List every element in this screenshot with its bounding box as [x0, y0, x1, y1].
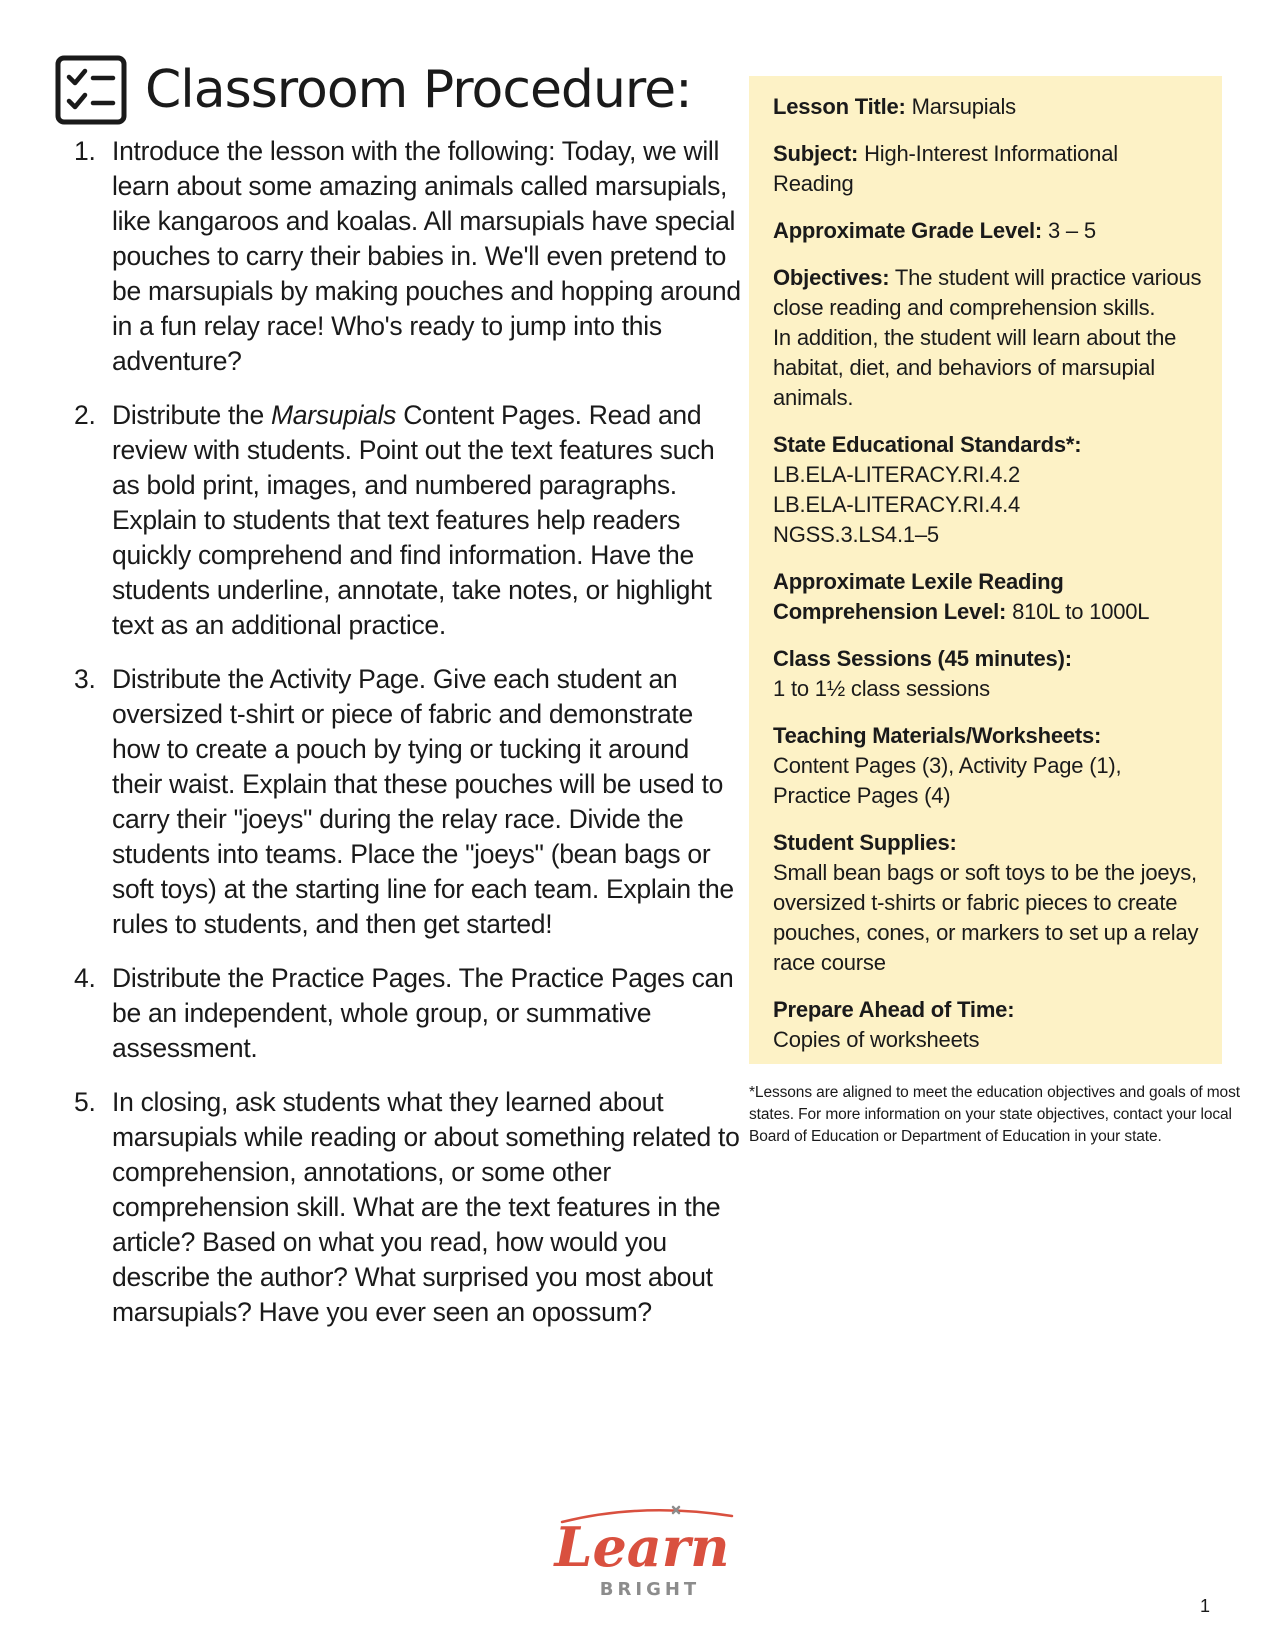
step-number: 4.	[74, 963, 96, 993]
materials-value: Content Pages (3), Activity Page (1), Practice Pages (4)	[773, 753, 1122, 808]
step-text: In closing, ask students what they learned about marsupials while reading or about something related to comprehension, annotations, or some other comprehension skill. What are the text features in the article? Based on what you read, how would you describe the author? What surprised you most about marsupials? Have you ever seen an opossum?	[112, 1087, 740, 1327]
step-number: 2.	[74, 400, 96, 430]
lexile-value: 810L to 1000L	[1006, 599, 1150, 624]
step-text	[112, 398, 742, 643]
lesson-info-sidebar	[749, 76, 1222, 1064]
supplies-label: Student Supplies:	[773, 830, 957, 855]
objectives-value: The student will practice various close reading and comprehension skills.	[773, 265, 1202, 320]
sessions-value: 1 to 1½ class sessions	[773, 676, 990, 701]
standard-item: NGSS.3.LS4.1–5	[773, 522, 939, 547]
standards-block	[773, 430, 1202, 550]
supplies-block	[773, 828, 1202, 978]
prepare-label: Prepare Ahead of Time:	[773, 997, 1015, 1022]
procedure-steps	[62, 134, 742, 1349]
prepare-value: Copies of worksheets	[773, 1027, 980, 1052]
grade-level-label: Approximate Grade Level:	[773, 218, 1043, 243]
subject-value: High-Interest Informational Reading	[773, 141, 1118, 196]
procedure-step	[62, 961, 742, 1066]
step-text: Introduce the lesson with the following: Today, we will learn about some amazing animals called marsupials, like kangaroos and koalas. All marsupials have special pouches to carry their babies in. We'll even pretend to be marsupials by making pouches and hopping around in a fun relay race! Who's ready to jump into this adventure?	[112, 136, 741, 376]
standard-item: LB.ELA-LITERACY.RI.4.4	[773, 492, 1021, 517]
step-number: 5.	[74, 1087, 96, 1117]
objectives-block	[773, 263, 1202, 413]
sessions-block	[773, 644, 1202, 704]
grade-level-value: 3 – 5	[1042, 218, 1096, 243]
page-title: Classroom Procedure:	[145, 60, 692, 120]
checklist-icon	[55, 55, 127, 125]
grade-level-block	[773, 216, 1202, 246]
lesson-title-block	[773, 92, 1202, 122]
lexile-block	[773, 567, 1202, 627]
logo-sub: BRIGHT	[599, 1579, 701, 1600]
page-header	[55, 55, 692, 125]
logo-word: Learn	[554, 1515, 730, 1579]
step-number: 1.	[74, 136, 96, 166]
step-number: 3.	[74, 664, 96, 694]
procedure-step	[62, 662, 742, 942]
step-text-part: Distribute the	[112, 400, 271, 430]
learn-bright-logo	[532, 1500, 752, 1600]
step-text: Distribute the Practice Pages. The Practice Pages can be an independent, whole group, or summative assessment.	[112, 963, 734, 1063]
supplies-value: Small bean bags or soft toys to be the joeys, oversized t-shirts or fabric pieces to create pouches, cones, or markers to set up a relay race course	[773, 860, 1199, 975]
materials-block	[773, 721, 1202, 811]
step-text-part: Content Pages. Read and review with students. Point out the text features such as bold print, images, and numbered paragraphs. Explain to students that text features help readers quickly comprehend and find information. Have the students underline, annotate, take notes, or highlight text as an additional practice.	[112, 400, 715, 640]
page-number: 1	[1200, 1596, 1211, 1616]
procedure-step	[62, 398, 742, 643]
step-text-italic: Marsupials	[271, 400, 397, 430]
subject-label: Subject:	[773, 141, 859, 166]
procedure-step	[62, 1085, 742, 1330]
procedure-step	[62, 134, 742, 379]
step-text: Distribute the Activity Page. Give each student an oversized t-shirt or piece of fabric and demonstrate how to create a pouch by tying or tucking it around their waist. Explain that these pouches will be used to carry their "joeys" during the relay race. Divide the students into teams. Place the "joeys" (bean bags or soft toys) at the starting line for each team. Explain the rules to students, and then get started!	[112, 664, 734, 939]
standards-label: State Educational Standards*:	[773, 432, 1082, 457]
prepare-block	[773, 995, 1202, 1055]
objectives-value-2: In addition, the student will learn about the habitat, diet, and behaviors of marsupial animals.	[773, 325, 1177, 410]
standards-footnote: *Lessons are aligned to meet the education objectives and goals of most states. For more information on your state objectives, contact your local Board of Education or Department of Education in your state.	[749, 1083, 1240, 1145]
lesson-title-value: Marsupials	[905, 94, 1016, 119]
materials-label: Teaching Materials/Worksheets:	[773, 723, 1102, 748]
standard-item: LB.ELA-LITERACY.RI.4.2	[773, 462, 1021, 487]
objectives-label: Objectives:	[773, 265, 890, 290]
subject-block	[773, 139, 1202, 199]
sessions-label: Class Sessions (45 minutes):	[773, 646, 1072, 671]
lexile-label: Approximate Lexile Reading Comprehension Level:	[773, 569, 1064, 624]
lesson-title-label: Lesson Title:	[773, 94, 906, 119]
